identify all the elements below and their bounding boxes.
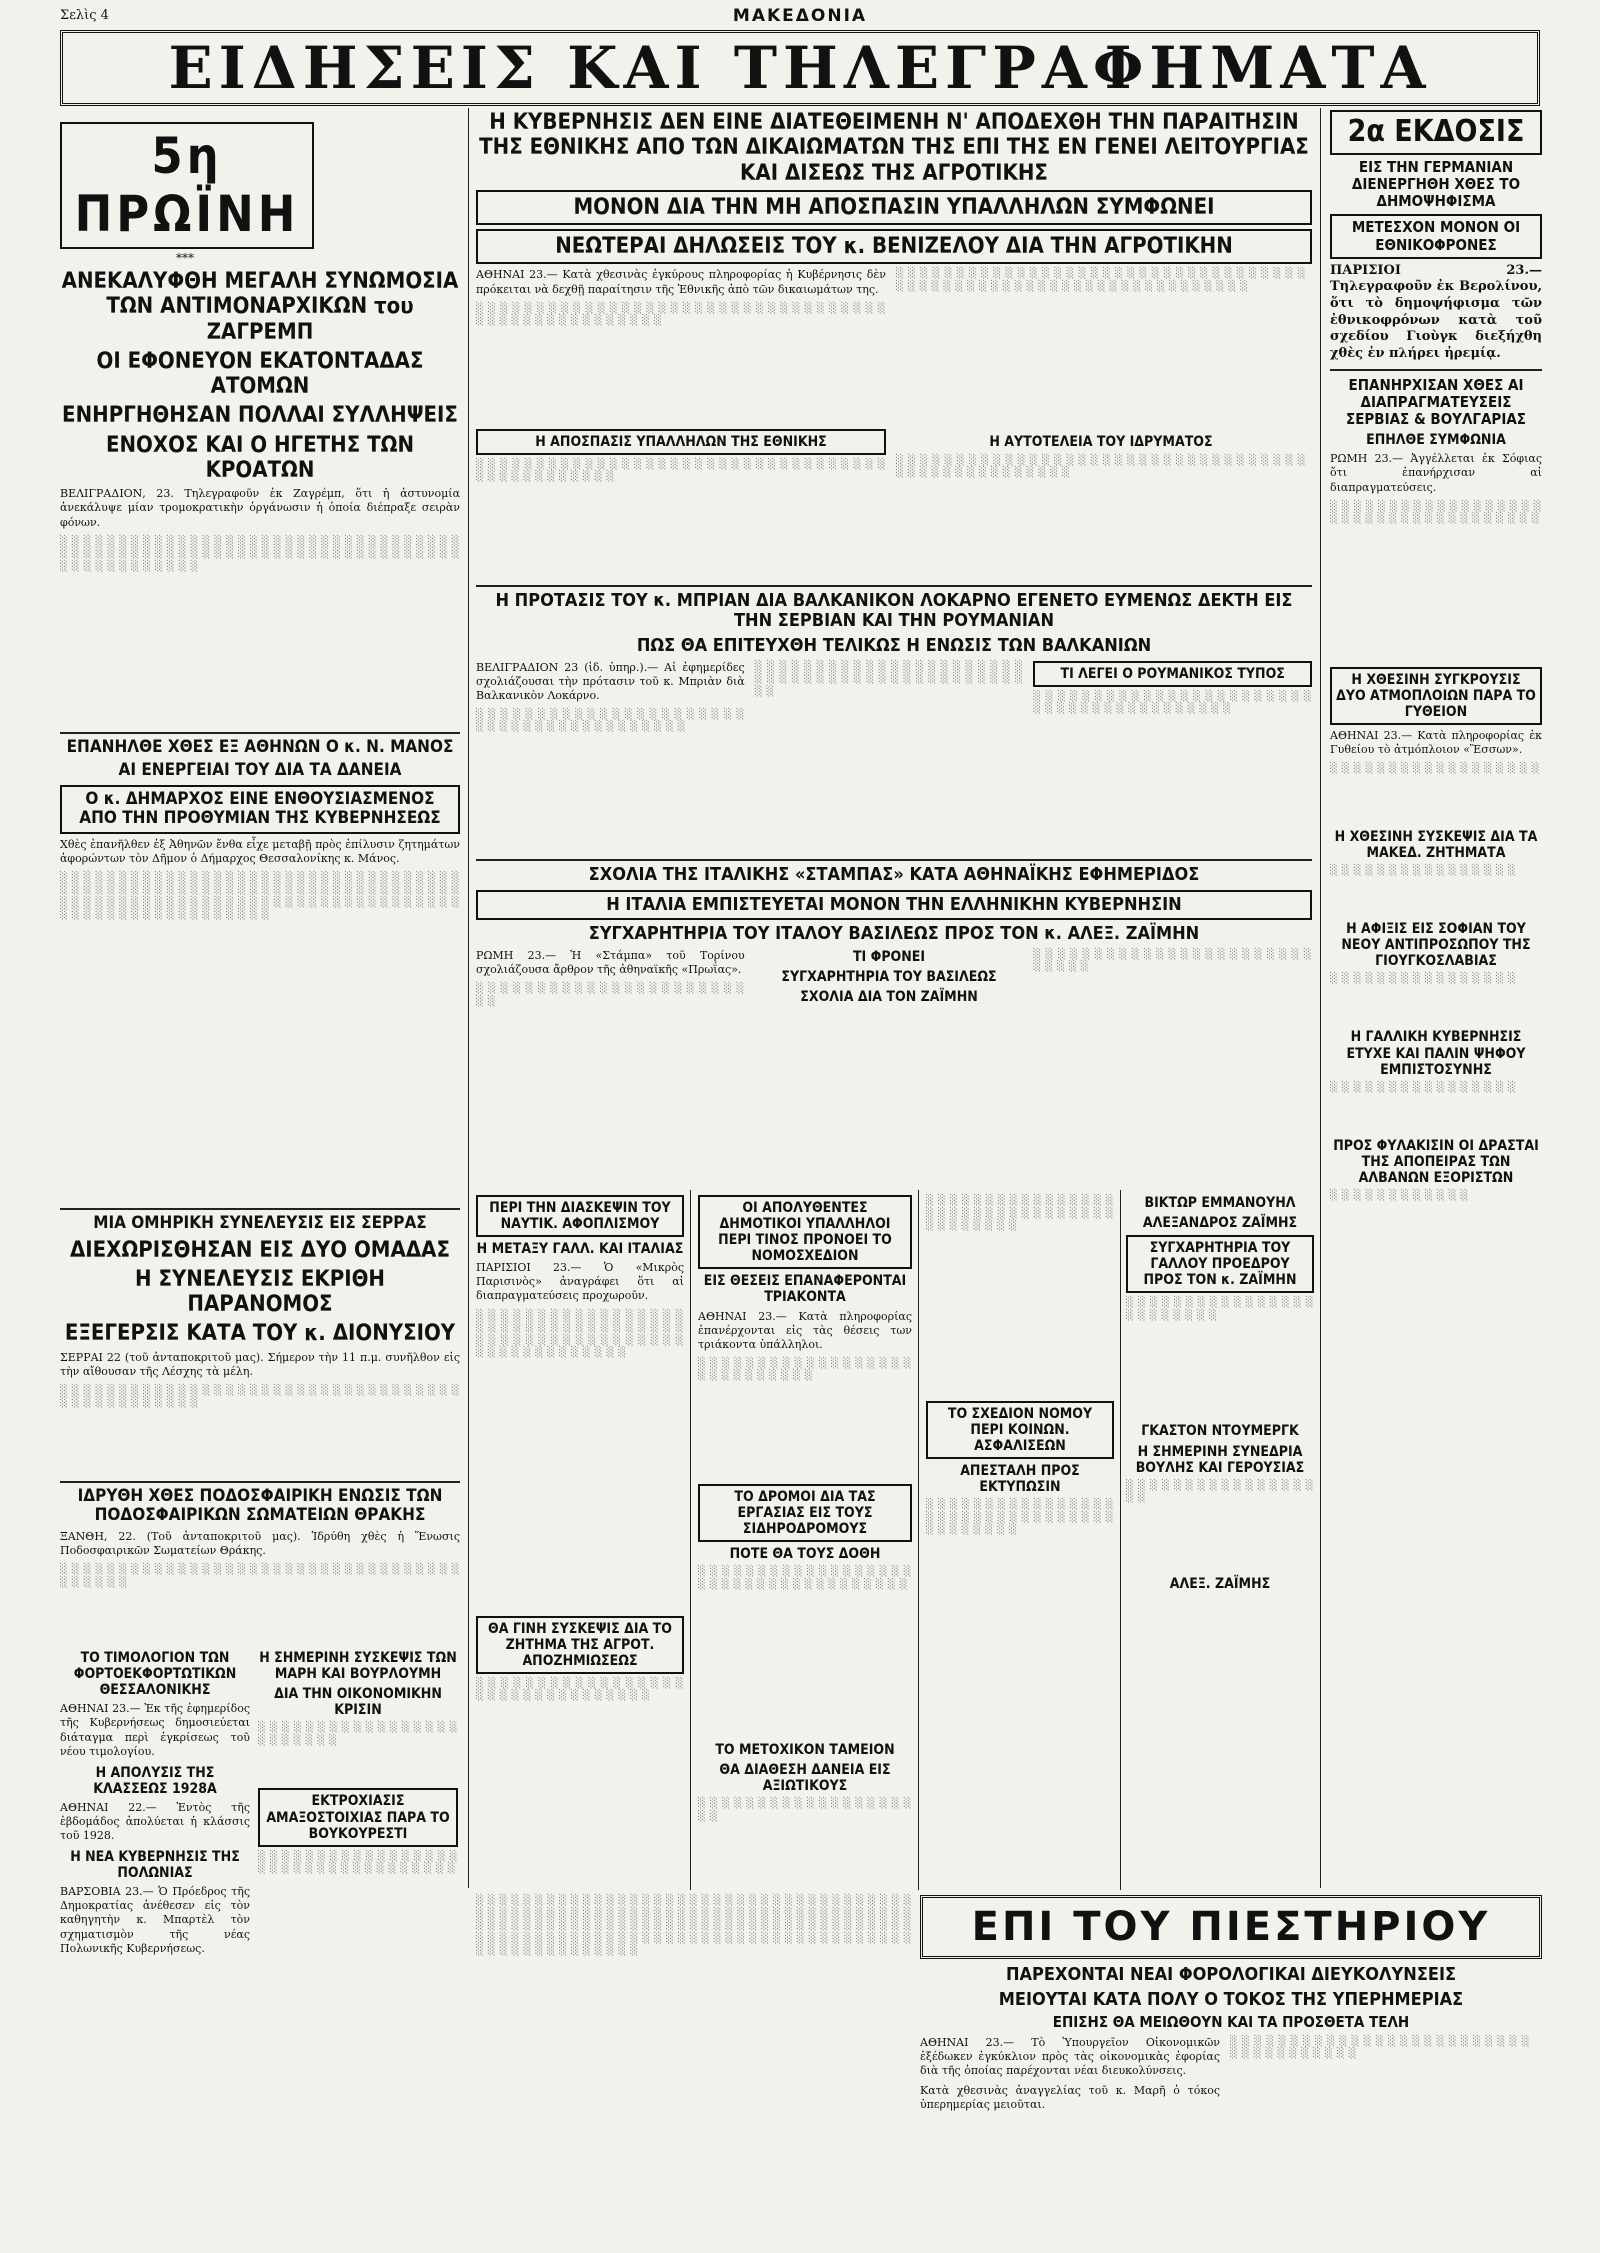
center-article-3: ΡΩΜΗ 23.— Ἡ «Στάμπα» τοῦ Τορίνου σχολιάζουσα ἄρθρον τῆς ἀθηναϊκῆς «Πρωΐας».	[476, 948, 745, 977]
bottom-left-filler	[476, 1895, 912, 2245]
right-edition-label: 2α ΕΚΔΟΣΙΣ	[1330, 110, 1542, 155]
left-headline-9: ΔΙΕΧΩΡΙΣΘΗΣΑΝ ΕΙΣ ΔΥΟ ΟΜΑΔΑΣ	[69, 1237, 450, 1263]
left-headline-5: ΕΠΑΝΗΛΘΕ ΧΘΕΣ ΕΞ ΑΘΗΝΩΝ Ο κ. Ν. ΜΑΝΟΣ	[66, 736, 454, 757]
center-bottom-col-3	[926, 1195, 1114, 1885]
center-subhead-3-text: ░ ░ ░ ░ ░ ░ ░ ░ ░ ░ ░ ░ ░ ░ ░ ░ ░ ░ ░ ░ ░ ░ ░ ░ ░ ░ ░ ░ ░ ░ ░ ░ ░ ░ ░ ░ ░ ░ ░ ░	[1033, 690, 1313, 715]
right-headline-6: Η ΧΘΕΣΙΝΗ ΣΥΣΚΕΨΙΣ ΔΙΑ ΤΑ ΜΑΚΕΔ. ΖΗΤΗΜΑΤΑ	[1334, 829, 1538, 862]
center-headline-s15: ΔΙΑ ΤΗΝ ΟΙΚΟΝΟΜΙΚΗΝ ΚΡΙΣΙΝ	[274, 1686, 442, 1719]
left-article-4-continuation: ░ ░ ░ ░ ░ ░ ░ ░ ░ ░ ░ ░ ░ ░ ░ ░ ░ ░ ░ ░ ░ ░ ░ ░ ░ ░ ░ ░ ░ ░ ░ ░ ░ ░ ░ ░ ░ ░ ░ ░	[60, 1564, 460, 1588]
center-s14-text: ░ ░ ░ ░ ░ ░ ░ ░ ░ ░ ░ ░ ░ ░ ░ ░ ░ ░ ░ ░ ░ ░ ░ ░	[258, 1722, 458, 1746]
right-headline-10: ΣΥΓΧΑΡΗΤΗΡΙΑ ΤΟΥ ΓΑΛΛΟΥ ΠΡΟΕΔΡΟΥ ΠΡΟΣ ΤΟΝ κ. ΖΑΪΜΗΝ	[1126, 1235, 1314, 1293]
press-headline-2: ΜΕΙΟΥΤΑΙ ΚΑΤΑ ΠΟΛΥ Ο ΤΟΚΟΣ ΤΗΣ ΥΠΕΡΗΜΕΡΙΑΣ	[998, 1988, 1464, 2010]
center-bottom-col-1	[476, 1195, 684, 1885]
left-headline-10: Η ΣΥΝΕΛΕΥΣΙΣ ΕΚΡΙΘΗ ΠΑΡΑΝΟΜΟΣ	[135, 1266, 385, 1318]
section-title: ΕΙΔΗΣΕΙΣ ΚΑΙ ΤΗΛΕΓΡΑΦΗΜΑΤΑ	[168, 34, 1432, 102]
left-headline-1: ΑΝΕΚΑΛΥΦΘΗ ΜΕΓΑΛΗ ΣΥΝΩΜΟΣΙΑ ΤΩΝ ΑΝΤΙΜΟΝΑΡΧΙΚΩΝ του ΖΑΓΡΕΜΠ	[61, 269, 459, 345]
center-s16-text: ░ ░ ░ ░ ░ ░ ░ ░ ░ ░ ░ ░ ░ ░ ░ ░ ░ ░ ░ ░ ░ ░ ░ ░ ░ ░ ░ ░ ░ ░ ░ ░ ░ ░	[258, 1850, 458, 1875]
center-article-5: ΑΘΗΝΑΙ 23.— Κατὰ πληροφορίας ἐπανέρχονται εἰς τὰς θέσεις των τριάκοντα ὑπάλληλοι.	[698, 1309, 912, 1351]
center-headline-s16: ΕΚΤΡΟΧΙΑΣΙΣ ΑΜΑΞΟΣΤΟΙΧΙΑΣ ΠΑΡΑ ΤΟ ΒΟΥΚΟΥΡΕΣΤΙ	[258, 1788, 458, 1846]
center-subhead-2-text: ░ ░ ░ ░ ░ ░ ░ ░ ░ ░ ░ ░ ░ ░ ░ ░ ░ ░ ░ ░ ░ ░ ░ ░ ░ ░ ░ ░ ░ ░ ░ ░ ░ ░ ░ ░ ░ ░ ░ ░ ░ ░ ░ ░ ░ ░ ░ ░ ░	[896, 454, 1306, 479]
center-subhead-17-text: ░ ░ ░ ░ ░ ░ ░ ░ ░ ░ ░ ░ ░ ░ ░ ░ ░ ░ ░ ░ ░ ░ ░ ░ ░ ░ ░ ░ ░ ░ ░ ░	[476, 1677, 684, 1702]
left-headline-11: ΕΞΕΓΕΡΣΙΣ ΚΑΤΑ ΤΟΥ κ. ΔΙΟΝΥΣΙΟΥ	[64, 1321, 456, 1347]
center-subhead-1: Η ΑΠΟΣΠΑΣΙΣ ΥΠΑΛΛΗΛΩΝ ΤΗΣ ΕΘΝΙΚΗΣ	[476, 429, 886, 455]
center-article-3-column-3: ░ ░ ░ ░ ░ ░ ░ ░ ░ ░ ░ ░ ░ ░ ░ ░ ░ ░ ░ ░ ░ ░ ░ ░ ░ ░ ░ ░	[1033, 948, 1313, 973]
right-article-1: ΠΑΡΙΣΙΟΙ 23.— Τηλεγραφοῦν ἐκ Βερολίνου, ὅτι τὸ δημοψήφισμα τῶν ἐθνικοφρόνων κατὰ τοῦ σχεδίου Γιοὺγκ διεξήχθη χθὲς ἐν πλήρει ἠρεμίᾳ.	[1330, 262, 1542, 361]
right-sig-4: ΑΛΕΞ. ΖΑΪΜΗΣ	[1169, 1575, 1271, 1592]
right-headline-10-text: ░ ░ ░ ░ ░ ░ ░ ░ ░ ░ ░ ░ ░ ░ ░ ░ ░ ░ ░ ░ ░ ░ ░ ░	[1126, 1297, 1314, 1321]
center-headline-s14: Η ΣΗΜΕΡΙΝΗ ΣΥΣΚΕΨΙΣ ΤΩΝ ΜΑΡΗ ΚΑΙ ΒΟΥΡΛΟΥΜΗ	[259, 1650, 457, 1683]
center-article-4: ΠΑΡΙΣΙΟΙ 23.— Ὁ «Μικρὸς Παρισινὸς» ἀναγράφει ὅτι αἱ διαπραγματεύσεις προχωροῦν.	[476, 1261, 684, 1303]
center-article-2-continuation: ░ ░ ░ ░ ░ ░ ░ ░ ░ ░ ░ ░ ░ ░ ░ ░ ░ ░ ░ ░ ░ ░ ░ ░ ░ ░ ░ ░ ░ ░ ░ ░ ░ ░ ░ ░ ░ ░ ░ ░	[476, 708, 745, 733]
left-headline-3: ΕΝΗΡΓΗΘΗΣΑΝ ΠΟΛΛΑΙ ΣΥΛΛΗΨΕΙΣ	[62, 403, 458, 429]
center-subhead-9: ΕΙΣ ΘΕΣΕΙΣ ΕΠΑΝΑΦΕΡΟΝΤΑΙ ΤΡΙΑΚΟΝΤΑ	[703, 1273, 907, 1306]
right-headline-5: Η ΧΘΕΣΙΝΗ ΣΥΓΚΡΟΥΣΙΣ ΔΥΟ ΑΤΜΟΠΛΟΙΩΝ ΠΑΡΑ ΤΟ ΓΥΘΕΙΟΝ	[1330, 667, 1542, 725]
center-article-5-continuation: ░ ░ ░ ░ ░ ░ ░ ░ ░ ░ ░ ░ ░ ░ ░ ░ ░ ░ ░ ░ ░ ░ ░ ░ ░ ░ ░ ░	[698, 1357, 912, 1382]
center-subhead-7: ΠΕΡΙ ΤΗΝ ΔΙΑΣΚΕΨΙΝ ΤΟΥ ΝΑΥΤΙΚ. ΑΦΟΠΛΙΣΜΟΥ	[476, 1195, 684, 1237]
bottom-left-text: ░ ░ ░ ░ ░ ░ ░ ░ ░ ░ ░ ░ ░ ░ ░ ░ ░ ░ ░ ░ ░ ░ ░ ░ ░ ░ ░ ░ ░ ░ ░ ░ ░ ░ ░ ░ ░ ░ ░ ░ ░ ░ ░ ░ ░ ░ ░ ░ ░ ░ ░ ░ ░ ░ ░ ░ ░ ░ ░ ░ ░ ░ ░ ░ ░ ░ ░ ░ ░ ░ ░ ░ ░ ░ ░ ░ ░ ░ ░ ░ ░ ░ ░ ░ ░ ░ ░ ░ ░ ░ ░ ░ ░ ░ ░ ░ ░ ░ ░ ░ ░ ░ ░ ░ ░ ░ ░ ░ ░ ░ ░ ░ ░ ░ ░ ░ ░ ░ ░ ░ ░ ░ ░ ░ ░ ░ ░ ░ ░ ░ ░ ░ ░ ░ ░ ░ ░ ░ ░ ░ ░ ░ ░ ░ ░ ░ ░ ░ ░ ░ ░ ░ ░ ░ ░ ░ ░ ░ ░ ░ ░ ░	[476, 1895, 912, 1956]
left-article-2-continuation: ░ ░ ░ ░ ░ ░ ░ ░ ░ ░ ░ ░ ░ ░ ░ ░ ░ ░ ░ ░ ░ ░ ░ ░ ░ ░ ░ ░ ░ ░ ░ ░ ░ ░ ░ ░ ░ ░ ░ ░ ░ ░ ░ ░ ░ ░ ░ ░ ░ ░ ░ ░ ░ ░ ░ ░ ░ ░ ░ ░ ░ ░ ░ ░ ░ ░ ░ ░ ░ ░ ░ ░ ░ ░ ░ ░ ░ ░ ░ ░ ░ ░ ░ ░ ░ ░ ░ ░ ░ ░ ░ ░ ░ ░ ░ ░ ░ ░ ░ ░ ░ ░ ░ ░ ░ ░ ░ ░ ░ ░ ░ ░ ░ ░ ░ ░ ░ ░ ░ ░	[60, 871, 460, 921]
center-article-3-continuation: ░ ░ ░ ░ ░ ░ ░ ░ ░ ░ ░ ░ ░ ░ ░ ░ ░ ░ ░ ░ ░ ░ ░ ░	[476, 983, 745, 1007]
center-article-4-continuation: ░ ░ ░ ░ ░ ░ ░ ░ ░ ░ ░ ░ ░ ░ ░ ░ ░ ░ ░ ░ ░ ░ ░ ░ ░ ░ ░ ░ ░ ░ ░ ░ ░ ░ ░ ░ ░ ░ ░ ░ ░ ░ ░ ░ ░ ░ ░ ░ ░ ░ ░ ░ ░ ░ ░ ░ ░ ░ ░ ░ ░ ░ ░ ░	[476, 1309, 684, 1359]
right-headline-8: Η ΓΑΛΛΙΚΗ ΚΥΒΕΡΝΗΣΙΣ ΕΤΥΧΕ ΚΑΙ ΠΑΛΙΝ ΨΗΦΟΥ ΕΜΠΙΣΤΟΣΥΝΗΣ	[1346, 1029, 1526, 1078]
left-article-7: ΒΑΡΣΟΒΙΑ 23.— Ὁ Πρόεδρος τῆς Δημοκρατίας ἀνέθεσεν εἰς τὸν καθηγητὴν κ. Μπαρτὲλ τὸν σχηματισμὸν τῆς νέας Πολωνικῆς Κυβερνήσεως.	[60, 1885, 250, 1955]
right-article-2: ΡΩΜΗ 23.— Ἀγγέλλεται ἐκ Σόφιας ὅτι ἐπανήρχισαν αἱ διαπραγματεύσεις.	[1330, 452, 1542, 494]
press-headline-1: ΠΑΡΕΧΟΝΤΑΙ ΝΕΑΙ ΦΟΡΟΛΟΓΙΚΑΙ ΔΙΕΥΚΟΛΥΝΣΕΙΣ	[1005, 1964, 1457, 1985]
center-subhead-6: ΣΧΟΛΙΑ ΔΙΑ ΤΟΝ ΖΑΪΜΗΝ	[800, 989, 978, 1006]
right-headline-11: Η ΣΗΜΕΡΙΝΗ ΣΥΝΕΔΡΙΑ ΒΟΥΛΗΣ ΚΑΙ ΓΕΡΟΥΣΙΑΣ	[1135, 1443, 1305, 1476]
center-article-2: ΒΕΛΙΓΡΑΔΙΟΝ 23 (ἰδ. ὑπηρ.).— Αἱ ἐφημερίδες σχολιάζουσαι τὴν πρότασιν τοῦ κ. Μπριὰν διὰ Βαλκανικὸν Λοκάρνο.	[476, 660, 745, 702]
center-article-1-continuation: ░ ░ ░ ░ ░ ░ ░ ░ ░ ░ ░ ░ ░ ░ ░ ░ ░ ░ ░ ░ ░ ░ ░ ░ ░ ░ ░ ░ ░ ░ ░ ░ ░ ░ ░ ░ ░ ░ ░ ░ ░ ░ ░ ░ ░ ░ ░ ░ ░ ░	[476, 302, 886, 327]
left-headline-7: Ο κ. ΔΗΜΑΡΧΟΣ ΕΙΝΕ ΕΝΘΟΥΣΙΑΣΜΕΝΟΣ ΑΠΟ ΤΗΝ ΠΡΟΘΥΜΙΑΝ ΤΗΣ ΚΥΒΕΡΝΗΣΕΩΣ	[60, 785, 460, 834]
center-subhead-12: ΤΟ ΣΧΕΔΙΟΝ ΝΟΜΟΥ ΠΕΡΙ ΚΟΙΝΩΝ. ΑΣΦΑΛΙΣΕΩΝ	[926, 1401, 1114, 1459]
left-column	[60, 110, 460, 1955]
center-article-1: ΑΘΗΝΑΙ 23.— Κατὰ χθεσινὰς ἐγκύρους πληροφορίας ἡ Κυβέρνησις δὲν πρόκειται νὰ δεχθῇ παραίτησιν τῆς Ἐθνικῆς ἀπὸ τῶν δικαιωμάτων της.	[476, 268, 886, 296]
right-headline-1: ΕΙΣ ΤΗΝ ΓΕΡΜΑΝΙΑΝ ΔΙΕΝΕΡΓΗΘΗ ΧΘΕΣ ΤΟ ΔΗΜΟΨΗΦΙΣΜΑ	[1351, 157, 1521, 210]
masthead-top-line	[60, 6, 1540, 28]
right-sig-3: ΓΚΑΣΤΟΝ ΝΤΟΥΜΕΡΓΚ	[1141, 1423, 1299, 1440]
center-subhead-18-text: ░ ░ ░ ░ ░ ░ ░ ░ ░ ░ ░ ░ ░ ░ ░ ░ ░ ░ ░ ░	[698, 1798, 912, 1822]
section-banner	[60, 30, 1540, 106]
press-section	[920, 1895, 1542, 2245]
left-headline-14: Η ΑΠΟΛΥΣΙΣ ΤΗΣ ΚΛΑΣΣΕΩΣ 1928Α	[93, 1764, 217, 1797]
right-headline-9-text: ░ ░ ░ ░ ░ ░ ░ ░ ░ ░ ░ ░	[1330, 1190, 1469, 1202]
left-article-2: Χθὲς ἐπανῆλθεν ἐξ Ἀθηνῶν ἔνθα εἶχε μεταβῇ πρὸς ἐπίλυσιν ζητημάτων ἀφορώντων τὸν Δῆμον ὁ Δήμαρχος Θεσσαλονίκης κ. Μάνος.	[60, 837, 460, 865]
center-subhead-13: ΑΠΕΣΤΑΛΗ ΠΡΟΣ ΕΚΤΥΠΩΣΙΝ	[960, 1463, 1080, 1496]
right-sig-2: ΑΛΕΞΑΝΔΡΟΣ ΖΑΪΜΗΣ	[1142, 1215, 1298, 1232]
right-headline-6-text: ░ ░ ░ ░ ░ ░ ░ ░ ░ ░ ░ ░ ░ ░ ░ ░	[1330, 865, 1517, 877]
center-subhead-19: ΘΑ ΔΙΑΘΕΣΗ ΔΑΝΕΙΑ ΕΙΣ ΑΞΙΩΤΙΚΟΥΣ	[719, 1762, 891, 1795]
center-subhead-5: ΣΥΓΧΑΡΗΤΗΡΙΑ ΤΟΥ ΒΑΣΙΛΕΩΣ	[781, 969, 997, 986]
center-article-2-column-2: ░ ░ ░ ░ ░ ░ ░ ░ ░ ░ ░ ░ ░ ░ ░ ░ ░ ░ ░ ░ ░ ░ ░ ░ ░ ░ ░ ░ ░ ░ ░ ░ ░ ░ ░ ░ ░ ░ ░ ░ ░ ░ ░ ░ ░ ░	[754, 660, 1024, 697]
left-edition-label: 5η ΠΡΩΪΝΗ	[60, 122, 314, 249]
right-sig-1: ΒΙΚΤΩΡ ΕΜΜΑΝΟΥΗΛ	[1144, 1195, 1296, 1211]
page-number: Σελὶς 4	[60, 8, 109, 23]
center-headline-2: ΜΟΝΟΝ ΔΙΑ ΤΗΝ ΜΗ ΑΠΟΣΠΑΣΙΝ ΥΠΑΛΛΗΛΩΝ ΣΥΜΦΩΝΕΙ	[476, 190, 1312, 225]
left-edition-stars: ***	[176, 251, 194, 265]
center-subhead-4: ΤΙ ΦΡΟΝΕΙ	[852, 948, 926, 965]
left-headline-4: ΕΝΟΧΟΣ ΚΑΙ Ο ΗΓΕΤΗΣ ΤΩΝ ΚΡΟΑΤΩΝ	[105, 432, 415, 484]
center-subhead-10: ΤΟ ΔΡΟΜΟΙ ΔΙΑ ΤΑΣ ΕΡΓΑΣΙΑΣ ΕΙΣ ΤΟΥΣ ΣΙΔΗΡΟΔΡΟΜΟΥΣ	[698, 1484, 912, 1542]
right-headline-9: ΠΡΟΣ ΦΥΛΑΚΙΣΙΝ ΟΙ ΔΡΑΣΤΑΙ ΤΗΣ ΑΠΟΠΕΙΡΑΣ ΤΩΝ ΑΛΒΑΝΩΝ ΕΞΟΡΙΣΤΩΝ	[1333, 1137, 1539, 1186]
center-headline-5: ΠΩΣ ΘΑ ΕΠΙΤΕΥΧΘΗ ΤΕΛΙΚΩΣ Η ΕΝΩΣΙΣ ΤΩΝ ΒΑΛΚΑΝΙΩΝ	[636, 634, 1152, 656]
center-article-5-column-2: ░ ░ ░ ░ ░ ░ ░ ░ ░ ░ ░ ░ ░ ░ ░ ░ ░ ░ ░ ░ ░ ░ ░ ░ ░ ░ ░ ░ ░ ░ ░ ░ ░ ░ ░ ░ ░ ░ ░ ░	[926, 1195, 1114, 1231]
center-headline-7: Η ΙΤΑΛΙΑ ΕΜΠΙΣΤΕΥΕΤΑΙ ΜΟΝΟΝ ΤΗΝ ΕΛΛΗΝΙΚΗΝ ΚΥΒΕΡΝΗΣΙΝ	[476, 890, 1312, 921]
right-headline-7-text: ░ ░ ░ ░ ░ ░ ░ ░ ░ ░ ░ ░ ░ ░ ░ ░	[1330, 973, 1517, 985]
left-article-4: ΞΑΝΘΗ, 22. (Τοῦ ἀνταποκριτοῦ μας). Ἱδρύθη χθὲς ἡ Ἕνωσις Ποδοσφαιρικῶν Σωματείων Θράκης.	[60, 1529, 460, 1558]
center-subhead-18: ΤΟ ΜΕΤΟΧΙΚΟΝ ΤΑΜΕΙΟΝ	[715, 1742, 895, 1759]
right-headline-8-text: ░ ░ ░ ░ ░ ░ ░ ░ ░ ░ ░ ░ ░ ░ ░ ░	[1330, 1081, 1517, 1093]
left-article-6: ΑΘΗΝΑΙ 22.— Ἐντὸς τῆς ἑβδομάδος ἀπολύεται ἡ κλάσσις τοῦ 1928.	[60, 1800, 250, 1843]
right-column	[1330, 110, 1542, 1890]
right-headline-7: Η ΑΦΙΞΙΣ ΕΙΣ ΣΟΦΙΑΝ ΤΟΥ ΝΕΟΥ ΑΝΤΙΠΡΟΣΩΠΟΥ ΤΗΣ ΓΙΟΥΓΚΟΣΛΑΒΙΑΣ	[1341, 921, 1531, 970]
right-headline-4: ΕΠΗΛΘΕ ΣΥΜΦΩΝΙΑ	[1366, 432, 1506, 449]
center-headline-8: ΣΥΓΧΑΡΗΤΗΡΙΑ ΤΟΥ ΙΤΑΛΟΥ ΒΑΣΙΛΕΩΣ ΠΡΟΣ ΤΟΝ κ. ΑΛΕΞ. ΖΑΪΜΗΝ	[588, 923, 1200, 945]
left-article-5: ΑΘΗΝΑΙ 23.— Ἐκ τῆς ἐφημερίδος τῆς Κυβερνήσεως δημοσιεύεται διάταγμα περὶ ἐγκρίσεως τοῦ νέου τιμολογίου.	[60, 1702, 250, 1758]
center-subhead-2: Η ΑΥΤΟΤΕΛΕΙΑ ΤΟΥ ΙΔΡΥΜΑΤΟΣ	[989, 434, 1213, 451]
center-subhead-8: Η ΜΕΤΑΞΥ ΓΑΛΛ. ΚΑΙ ΙΤΑΛΙΑΣ	[476, 1241, 684, 1258]
left-article-1: ΒΕΛΙΓΡΑΔΙΟΝ, 23. Τηλεγραφοῦν ἐκ Ζαγρέμπ, ὅτι ἡ ἀστυνομία ἀνεκάλυψε μίαν τρομοκρατικὴν ὀργάνωσιν ἡ ὁποία διέπραξε σειρὰν φόνων.	[60, 487, 460, 529]
press-banner: ΕΠΙ ΤΟΥ ΠΙΕΣΤΗΡΙΟΥ	[920, 1895, 1542, 1959]
left-article-1-continuation: ░ ░ ░ ░ ░ ░ ░ ░ ░ ░ ░ ░ ░ ░ ░ ░ ░ ░ ░ ░ ░ ░ ░ ░ ░ ░ ░ ░ ░ ░ ░ ░ ░ ░ ░ ░ ░ ░ ░ ░ ░ ░ ░ ░ ░ ░ ░ ░ ░ ░ ░ ░ ░ ░ ░ ░ ░ ░ ░ ░ ░ ░ ░ ░ ░ ░ ░ ░ ░ ░ ░ ░ ░ ░ ░ ░ ░ ░ ░ ░	[60, 535, 460, 572]
center-headline-6: ΣΧΟΛΙΑ ΤΗΣ ΙΤΑΛΙΚΗΣ «ΣΤΑΜΠΑΣ» ΚΑΤΑ ΑΘΗΝΑΪΚΗΣ ΕΦΗΜΕΡΙΔΟΣ	[588, 863, 1200, 885]
center-subhead-11: ΠΟΤΕ ΘΑ ΤΟΥΣ ΔΟΘΗ	[729, 1546, 881, 1563]
left-headline-15: Η ΝΕΑ ΚΥΒΕΡΝΗΣΙΣ ΤΗΣ ΠΟΛΩΝΙΑΣ	[70, 1849, 240, 1882]
right-article-3: ΑΘΗΝΑΙ 23.— Κατὰ πληροφορίας ἐκ Γυθείου τὸ ἀτμόπλοιον «Ἕσσων».	[1330, 728, 1542, 756]
mid-right-column	[1126, 1195, 1314, 1755]
left-headline-13: ΤΟ ΤΙΜΟΛΟΓΙΟΝ ΤΩΝ ΦΟΡΤΟΕΚΦΟΡΤΩΤΙΚΩΝ ΘΕΣΣΑΛΟΝΙΚΗΣ	[73, 1650, 237, 1699]
left-headline-6: ΑΙ ΕΝΕΡΓΕΙΑΙ ΤΟΥ ΔΙΑ ΤΑ ΔΑΝΕΙΑ	[118, 760, 402, 781]
right-headline-2: ΜΕΤΕΣΧΟΝ ΜΟΝΟΝ ΟΙ ΕΘΝΙΚΟΦΡΟΝΕΣ	[1330, 214, 1542, 259]
press-article-column-2: ░ ░ ░ ░ ░ ░ ░ ░ ░ ░ ░ ░ ░ ░ ░ ░ ░ ░ ░ ░ ░ ░ ░ ░ ░ ░ ░ ░ ░ ░ ░ ░ ░ ░ ░ ░	[1230, 2035, 1530, 2060]
left-headline-2: ΟΙ ΕΦΟΝΕΥΟΝ ΕΚΑΤΟΝΤΑΔΑΣ ΑΤΟΜΩΝ	[96, 348, 424, 400]
right-headline-11-text: ░ ░ ░ ░ ░ ░ ░ ░ ░ ░ ░ ░ ░ ░ ░ ░ ░ ░	[1126, 1479, 1314, 1504]
left-article-3: ΣΕΡΡΑΙ 22 (τοῦ ἀνταποκριτοῦ μας). Σήμερον τὴν 11 π.μ. συνῆλθον εἰς τὴν αἴθουσαν τῆς Λέσχης τὰ μέλη.	[60, 1350, 460, 1378]
center-headline-4: Η ΠΡΟΤΑΣΙΣ ΤΟΥ κ. ΜΠΡΙΑΝ ΔΙΑ ΒΑΛΚΑΝΙΚΟΝ ΛΟΚΑΡΝΟ ΕΓΕΝΕΤΟ ΕΥΜΕΝΩΣ ΔΕΚΤΗ ΕΙΣ ΤΗΝ ΣΕΡΒΙΑΝ ΚΑΙ ΤΗΝ ΡΟΥΜΑΝΙΑΝ	[495, 589, 1293, 632]
center-headline-1: Η ΚΥΒΕΡΝΗΣΙΣ ΔΕΝ ΕΙΝΕ ΔΙΑΤΕΘΕΙΜΕΝΗ Ν' ΑΠΟΔΕΧΘΗ ΤΗΝ ΠΑΡΑΙΤΗΣΙΝ ΤΗΣ ΕΘΝΙΚΗΣ ΑΠΟ ΤΩΝ ΔΙΚΑΙΩΜΑΤΩΝ ΤΗΣ ΕΠΙ ΤΗΣ ΕΝ ΓΕΝΕΙ ΛΕΙΤΟΥΡΓΙΑΣ ΚΑΙ ΔΙΣΕΩΣ ΤΗΣ ΑΓΡΟΤΙΚΗΣ	[479, 110, 1309, 186]
center-subhead-17: ΘΑ ΓΙΝΗ ΣΥΣΚΕΨΙΣ ΔΙΑ ΤΟ ΖΗΤΗΜΑ ΤΗΣ ΑΓΡΟΤ. ΑΠΟΖΗΜΙΩΣΕΩΣ	[476, 1616, 684, 1674]
center-subhead-12-text: ░ ░ ░ ░ ░ ░ ░ ░ ░ ░ ░ ░ ░ ░ ░ ░ ░ ░ ░ ░ ░ ░ ░ ░ ░ ░ ░ ░ ░ ░ ░ ░ ░ ░ ░ ░ ░ ░ ░ ░	[926, 1499, 1114, 1536]
press-article-2: Κατὰ χθεσινὰς ἀναγγελίας τοῦ κ. Μαρῆ ὁ τόκος ὑπερημερίας μειοῦται.	[920, 2083, 1220, 2111]
center-subhead-1-text: ░ ░ ░ ░ ░ ░ ░ ░ ░ ░ ░ ░ ░ ░ ░ ░ ░ ░ ░ ░ ░ ░ ░ ░ ░ ░ ░ ░ ░ ░ ░ ░ ░ ░ ░ ░ ░ ░ ░ ░ ░ ░ ░ ░ ░ ░	[476, 458, 886, 483]
center-subhead-10-text: ░ ░ ░ ░ ░ ░ ░ ░ ░ ░ ░ ░ ░ ░ ░ ░ ░ ░ ░ ░ ░ ░ ░ ░ ░ ░ ░ ░ ░ ░ ░ ░ ░ ░ ░ ░	[698, 1566, 912, 1590]
right-headline-3: ΕΠΑΝΗΡΧΙΣΑΝ ΧΘΕΣ ΑΙ ΔΙΑΠΡΑΓΜΑΤΕΥΣΕΙΣ ΣΕΡΒΙΑΣ & ΒΟΥΛΓΑΡΙΑΣ	[1345, 375, 1527, 428]
press-headline-3: ΕΠΙΣΗΣ ΘΑ ΜΕΙΩΘΟΥΝ ΚΑΙ ΤΑ ΠΡΟΣΘΕΤΑ ΤΕΛΗ	[1052, 2013, 1410, 2032]
center-bottom-col-2	[698, 1195, 912, 1885]
center-headline-9: ΟΙ ΑΠΟΛΥΘΕΝΤΕΣ ΔΗΜΟΤΙΚΟΙ ΥΠΑΛΛΗΛΟΙ ΠΕΡΙ ΤΙΝΟΣ ΠΡΟΝΟΕΙ ΤΟ ΝΟΜΟΣΧΕΔΙΟΝ	[698, 1195, 912, 1269]
left-article-3-continuation: ░ ░ ░ ░ ░ ░ ░ ░ ░ ░ ░ ░ ░ ░ ░ ░ ░ ░ ░ ░ ░ ░ ░ ░ ░ ░ ░ ░ ░ ░ ░ ░ ░ ░ ░ ░ ░ ░ ░ ░ ░ ░ ░ ░ ░ ░	[60, 1384, 460, 1409]
left-headline-8: ΜΙΑ ΟΜΗΡΙΚΗ ΣΥΝΕΛΕΥΣΙΣ ΕΙΣ ΣΕΡΡΑΣ	[93, 1212, 427, 1233]
left-headline-12: ΙΔΡΥΘΗ ΧΘΕΣ ΠΟΔΟΣΦΑΙΡΙΚΗ ΕΝΩΣΙΣ ΤΩΝ ΠΟΔΟΣΦΑΙΡΙΚΩΝ ΣΩΜΑΤΕΙΩΝ ΘΡΑΚΗΣ	[77, 1485, 443, 1526]
right-article-3-continuation: ░ ░ ░ ░ ░ ░ ░ ░ ░ ░ ░ ░ ░ ░ ░ ░ ░ ░	[1330, 763, 1540, 775]
center-subhead-3: ΤΙ ΛΕΓΕΙ Ο ΡΟΥΜΑΝΙΚΟΣ ΤΥΠΟΣ	[1033, 661, 1312, 687]
center-headline-3: ΝΕΩΤΕΡΑΙ ΔΗΛΩΣΕΙΣ ΤΟΥ κ. ΒΕΝΙΖΕΛΟΥ ΔΙΑ ΤΗΝ ΑΓΡΟΤΙΚΗΝ	[476, 229, 1312, 264]
right-article-2-continuation: ░ ░ ░ ░ ░ ░ ░ ░ ░ ░ ░ ░ ░ ░ ░ ░ ░ ░ ░ ░ ░ ░ ░ ░ ░ ░ ░ ░ ░ ░ ░ ░ ░ ░ ░ ░	[1330, 500, 1542, 525]
center-top	[476, 110, 1312, 1190]
paper-name: ΜΑΚΕΔΟΝΙΑ	[732, 6, 868, 26]
center-article-1-column-2: ░ ░ ░ ░ ░ ░ ░ ░ ░ ░ ░ ░ ░ ░ ░ ░ ░ ░ ░ ░ ░ ░ ░ ░ ░ ░ ░ ░ ░ ░ ░ ░ ░ ░ ░ ░ ░ ░ ░ ░ ░ ░ ░ ░ ░ ░ ░ ░ ░ ░ ░ ░ ░ ░ ░ ░ ░ ░ ░ ░ ░ ░ ░ ░	[896, 268, 1306, 292]
press-article-1: ΑΘΗΝΑΙ 23.— Τὸ Ὑπουργεῖον Οἰκονομικῶν ἐξέδωκεν ἐγκύκλιον πρὸς τὰς οἰκονομικὰς ἐφορίας διὰ τῆς ὁποίας παρέχονται νέαι διευκολύνσεις.	[920, 2035, 1220, 2077]
